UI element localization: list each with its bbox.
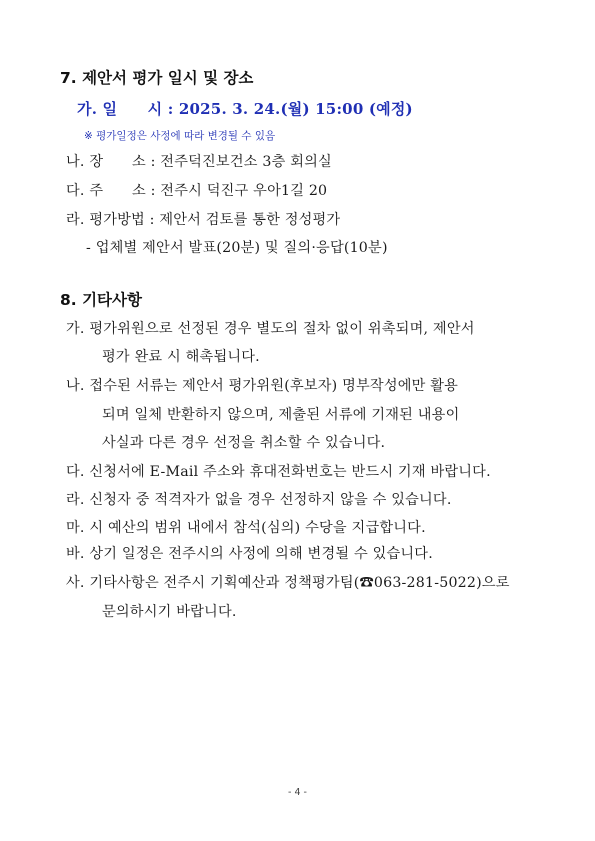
other-item-line: 사실과 다른 경우 선정을 취소할 수 있습니다. bbox=[102, 435, 386, 451]
section-8-heading: 8. 기타사항 bbox=[60, 291, 142, 309]
schedule-datetime: 가. 일 시 : 2025. 3. 24.(월) 15:00 (예정) bbox=[77, 100, 413, 118]
section-7-heading: 7. 제안서 평가 일시 및 장소 bbox=[60, 69, 254, 87]
other-item-line: 평가 완료 시 해촉됩니다. bbox=[102, 349, 260, 365]
other-item-line: 가. 평가위원으로 선정된 경우 별도의 절차 없이 위촉되며, 제안서 bbox=[66, 321, 475, 337]
evaluation-method-detail: - 업체별 제안서 발표(20분) 및 질의·응답(10분) bbox=[86, 240, 388, 256]
address-line: 다. 주 소 : 전주시 덕진구 우아1길 20 bbox=[66, 183, 328, 199]
other-item-line: 되며 일체 반환하지 않으며, 제출된 서류에 기재된 내용이 bbox=[102, 407, 460, 423]
evaluation-method-line: 라. 평가방법 : 제안서 검토를 통한 정성평가 bbox=[66, 212, 341, 228]
schedule-note: ※ 평가일정은 사정에 따라 변경될 수 있음 bbox=[84, 130, 276, 142]
venue-line: 나. 장 소 : 전주덕진보건소 3층 회의실 bbox=[66, 154, 332, 170]
other-item-line: 나. 접수된 서류는 제안서 평가위원(후보자) 명부작성에만 활용 bbox=[66, 378, 459, 394]
other-item-line: 라. 신청자 중 적격자가 없을 경우 선정하지 않을 수 있습니다. bbox=[66, 492, 452, 508]
other-item-line: 문의하시기 바랍니다. bbox=[102, 604, 237, 620]
other-item-line: 다. 신청서에 E-Mail 주소와 휴대전화번호는 반드시 기재 바랍니다. bbox=[66, 464, 491, 480]
other-item-line: 바. 상기 일정은 전주시의 사정에 의해 변경될 수 있습니다. bbox=[66, 546, 433, 562]
page-number: - 4 - bbox=[288, 787, 307, 798]
other-item-line: 사. 기타사항은 전주시 기획예산과 정책평가팀(☎063-281-5022)으로 bbox=[66, 575, 510, 591]
other-item-line: 마. 시 예산의 범위 내에서 참석(심의) 수당을 지급합니다. bbox=[66, 520, 426, 536]
